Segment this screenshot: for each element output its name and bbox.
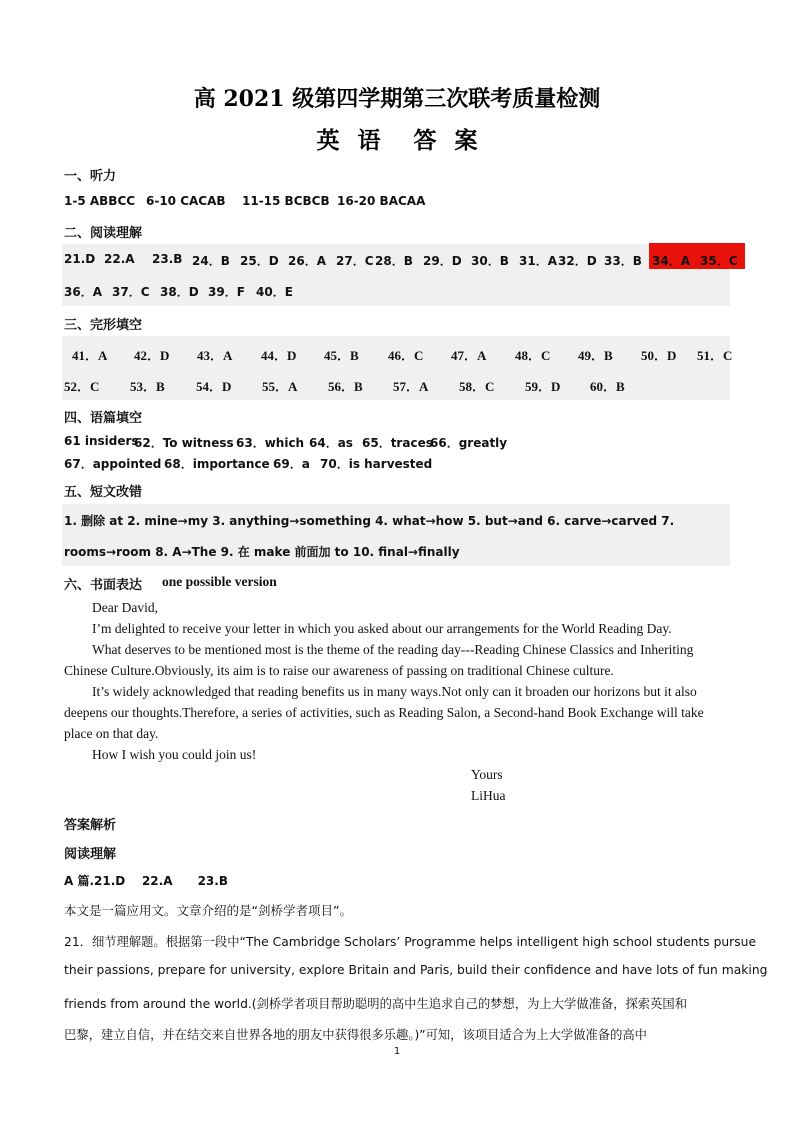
page-title: 高 2021 级第四学期第三次联考质量检测	[193, 86, 601, 112]
grammar-answer: 65．traces	[362, 436, 433, 450]
cloze-answer: 43．A	[197, 348, 233, 363]
grammar-answer: 63．which	[236, 436, 305, 450]
subtitle-char: 英	[316, 127, 340, 154]
grammar-answer: 69．a	[273, 457, 310, 471]
letter-line: I’m delighted to receive your letter in which you asked about our arrangements for the World Reading Day.	[92, 621, 672, 636]
cloze-answer: 46．C	[388, 348, 424, 363]
cloze-answer: 41．A	[72, 348, 108, 363]
cloze-answer: 57．A	[393, 379, 429, 394]
reading-answer: 39．F	[208, 285, 245, 299]
cloze-answer: 42．D	[134, 348, 170, 363]
correction-line: rooms→room 8. A→The 9. 在 make 前面加 to 10. final→finally	[64, 545, 460, 559]
cloze-answer: 47．A	[451, 348, 487, 363]
reading-answer: 27．C	[336, 254, 374, 268]
grammar-answer: 68．importance	[164, 457, 270, 471]
letter-line: How I wish you could join us!	[92, 747, 257, 762]
reading-answer-highlighted: 34．A	[652, 254, 690, 268]
grammar-answer: 67．appointed	[64, 457, 162, 471]
letter-salutation: Dear David,	[92, 600, 158, 615]
reading-answer: 33．B	[604, 254, 642, 268]
grammar-answer: 64．as	[309, 436, 353, 450]
grammar-answer: 61 insiders	[64, 434, 139, 448]
grammar-answer: 62．To witness	[134, 436, 234, 450]
reading-answer: 30．B	[471, 254, 509, 268]
letter-line: Chinese Culture.Obviously, its aim is to raise our awareness of passing on traditional Chinese culture.	[64, 663, 614, 678]
cloze-answer: 45．B	[324, 348, 359, 363]
reading-answer: 37．C	[112, 285, 150, 299]
writing-heading: 六、书面表达	[64, 578, 143, 593]
analysis-line: 21．细节理解题。根据第一段中“The Cambridge Scholars’ Programme helps intelligent high school students pursue	[64, 935, 757, 949]
letter-line: It’s widely acknowledged that reading benefits us in many ways.Not only can it broaden our horizons but it also	[92, 684, 697, 699]
reading-answer: 31．A	[519, 254, 557, 268]
cloze-answer: 48．C	[515, 348, 551, 363]
cloze-answer: 59．D	[525, 379, 561, 394]
analysis-line: 本文是一篇应用文。文章介绍的是“剑桥学者项目”。	[64, 903, 352, 918]
analysis-line: their passions, prepare for university, explore Britain and Paris, build their confidence and have lots of fun making	[64, 963, 768, 977]
reading-answer: 24．B	[192, 254, 230, 268]
letter-signature: LiHua	[471, 788, 506, 803]
cloze-answer: 53．B	[130, 379, 165, 394]
cloze-answer: 60．B	[590, 379, 625, 394]
correction-heading: 五、短文改错	[64, 485, 143, 500]
analysis-line: 巴黎，建立自信，并在结交来自世界各地的朋友中获得很多乐趣。)”可知，该项目适合为上大学做准备的高中	[64, 1028, 647, 1042]
reading-answer: 40．E	[256, 285, 293, 299]
reading-answer: 38．D	[160, 285, 199, 299]
cloze-answer: 54．D	[196, 379, 232, 394]
reading-answer: 26．A	[288, 254, 326, 268]
listening-answer: 1-5 ABBCC	[64, 194, 136, 208]
letter-closing: Yours	[471, 767, 503, 782]
analysis-heading: 答案解析	[64, 818, 117, 833]
cloze-answer: 55．A	[262, 379, 298, 394]
cloze-answer: 56．B	[328, 379, 363, 394]
reading-answer: 23.B	[152, 252, 183, 266]
letter-line: deepens our thoughts.Therefore, a series of activities, such as Reading Salon, a Second-hand Book Exchange will take	[64, 705, 704, 720]
grammar-answer: 66．greatly	[430, 436, 508, 450]
letter-line: place on that day.	[64, 726, 159, 741]
reading-answer: 36．A	[64, 285, 102, 299]
cloze-answer: 44．D	[261, 348, 297, 363]
reading-answer: 22.A	[104, 252, 135, 266]
reading-answer: 28．B	[375, 254, 413, 268]
cloze-heading: 三、完形填空	[64, 318, 143, 333]
listening-answer: 11-15 BCBCB	[242, 194, 330, 208]
reading-answer: 32．D	[558, 254, 597, 268]
cloze-answer: 49．B	[578, 348, 613, 363]
grammar-answer: 70．is harvested	[320, 457, 433, 471]
page-number: 1	[393, 1046, 401, 1057]
correction-line: 1. 删除 at 2. mine→my 3. anything→something 4. what→how 5. but→and 6. carve→carved 7.	[64, 514, 675, 528]
analysis-line: friends from around the world.(剑桥学者项目帮助聪明的高中生追求自己的梦想，为上大学做准备，探索英国和	[64, 997, 687, 1011]
subtitle-char: 案	[454, 127, 478, 154]
letter-line: What deserves to be mentioned most is the theme of the reading day---Reading Chinese Classics and Inheriting	[92, 642, 694, 657]
cloze-answer: 51．C	[697, 348, 733, 363]
cloze-answer: 52．C	[64, 379, 100, 394]
subtitle-char: 语	[357, 127, 381, 154]
reading-answer: 21.D	[64, 252, 96, 266]
reading-heading: 二、阅读理解	[64, 226, 143, 241]
version-label: one possible version	[162, 574, 277, 589]
analysis-subheading: 阅读理解	[64, 847, 117, 862]
page-subtitle	[0, 122, 794, 155]
listening-heading: 一、听力	[64, 169, 117, 184]
cloze-answer: 58．C	[459, 379, 495, 394]
subtitle-char: 答	[413, 127, 437, 154]
grammar-heading: 四、语篇填空	[64, 411, 143, 426]
passage-a-answers: A 篇.21.D 22.A 23.B	[64, 874, 228, 888]
reading-answer-highlighted: 35．C	[700, 254, 738, 268]
reading-answer: 29．D	[423, 254, 462, 268]
listening-answer: 6-10 CACAB	[146, 194, 226, 208]
cloze-answer: 50．D	[641, 348, 677, 363]
listening-answer: 16-20 BACAA	[337, 194, 426, 208]
reading-answer: 25．D	[240, 254, 279, 268]
